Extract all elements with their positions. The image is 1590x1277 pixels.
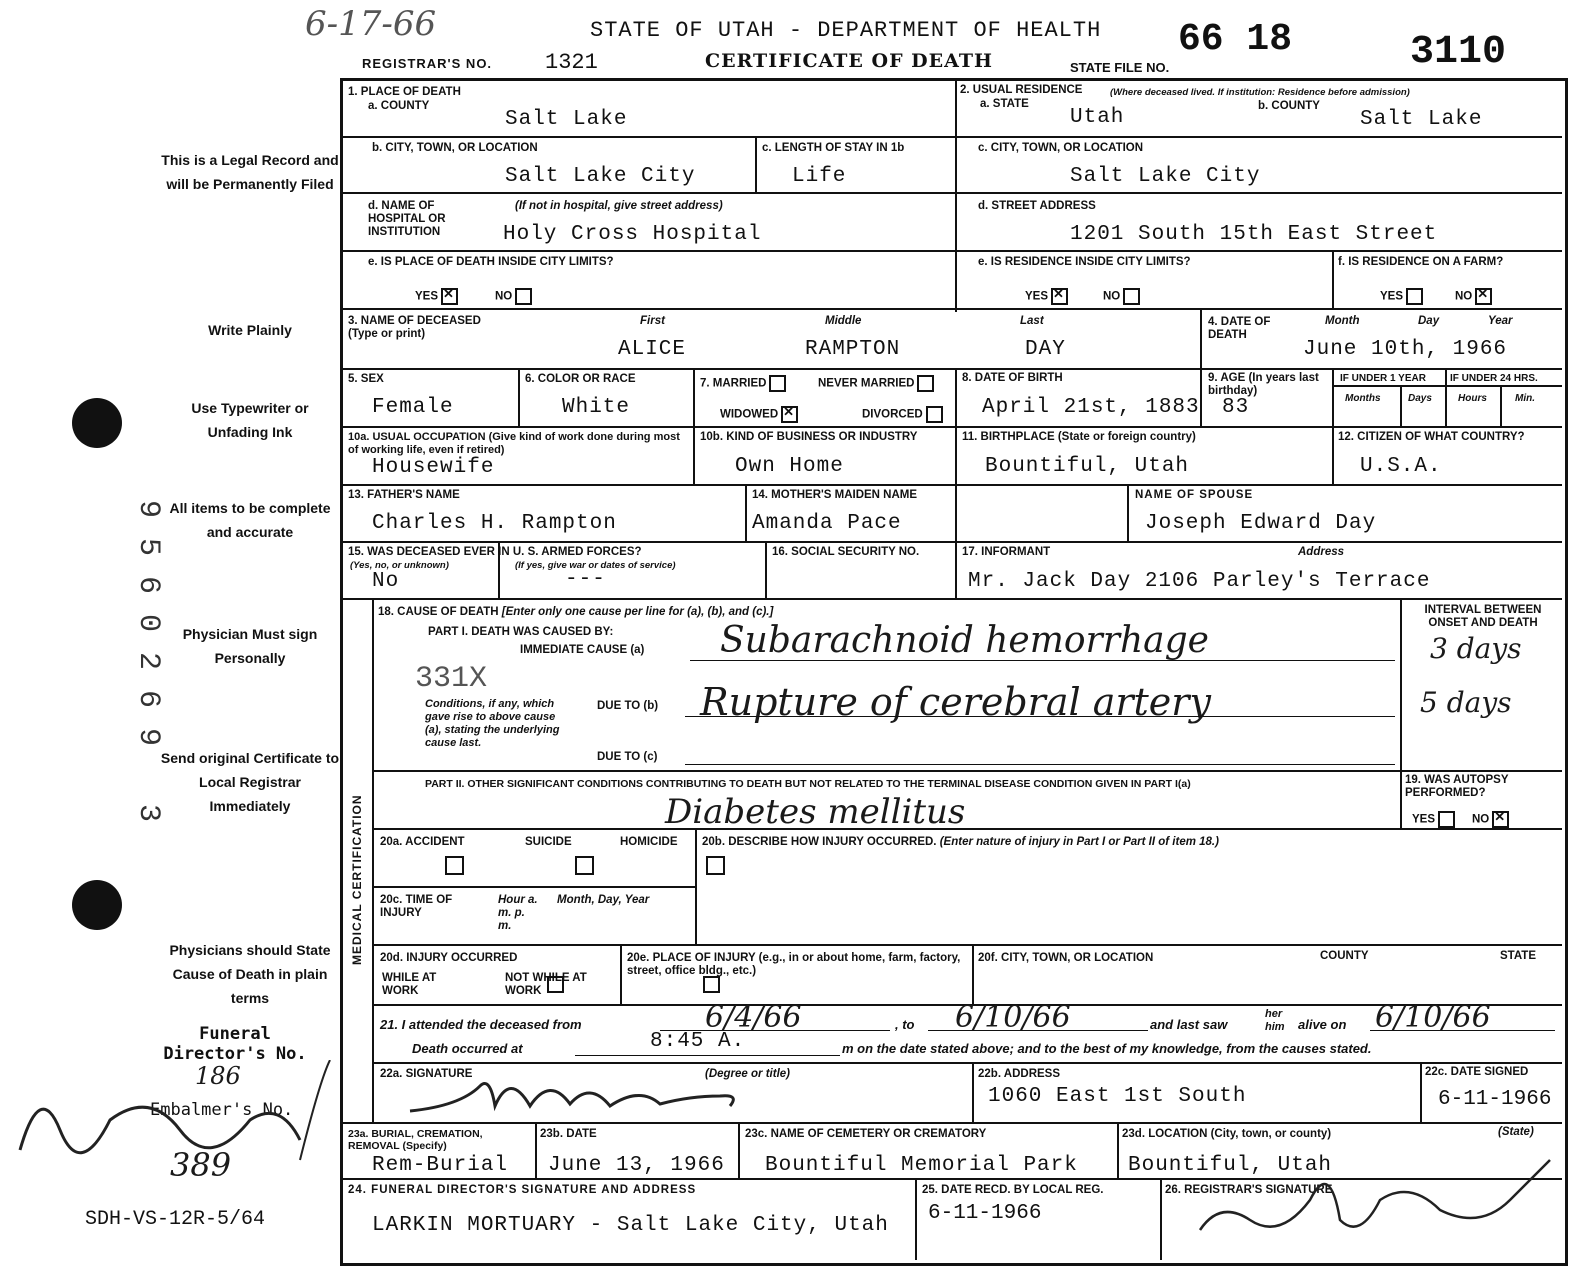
informant-label: 17. INFORMANT bbox=[962, 546, 1051, 558]
farm-label: f. IS RESIDENCE ON A FARM? bbox=[1338, 256, 1504, 268]
residence-state-value: Utah bbox=[1070, 106, 1125, 129]
due-to-b-label: DUE TO (b) bbox=[597, 700, 659, 712]
immediate-cause-value: Subarachnoid hemorrhage bbox=[720, 620, 1209, 661]
checkbox-empty-icon[interactable] bbox=[1438, 811, 1455, 828]
injury-describe-label: 20b. DESCRIBE HOW INJURY OCCURRED. (Enter nature of injury in Part I or Part II of item 18.) bbox=[702, 836, 1219, 848]
month-day-year-label: Month, Day, Year bbox=[557, 894, 650, 906]
accident-label: 20a. ACCIDENT bbox=[380, 836, 465, 848]
due-to-c-label: DUE TO (c) bbox=[597, 751, 658, 763]
physician-address-label: 22b. ADDRESS bbox=[978, 1068, 1061, 1080]
death-county-label: a. COUNTY bbox=[368, 100, 430, 112]
burial-date-label: 23b. DATE bbox=[540, 1128, 597, 1140]
year-label: Year bbox=[1488, 315, 1513, 327]
vertical-serial-number: 9560269 3 bbox=[131, 500, 165, 843]
age-value: 83 bbox=[1222, 396, 1250, 419]
death-time-value: 8:45 A. bbox=[650, 1030, 746, 1053]
injury-city-label: 20f. CITY, TOWN, OR LOCATION bbox=[978, 952, 1154, 964]
residence-inside-no[interactable]: NO bbox=[1103, 288, 1140, 305]
marital-never-married[interactable]: NEVER MARRIED bbox=[818, 375, 934, 392]
residence-note: (Where deceased lived. If institution: Residence before admission) bbox=[1110, 87, 1410, 98]
interval-b-value: 5 days bbox=[1420, 686, 1512, 719]
business-label: 10b. KIND OF BUSINESS OR INDUSTRY bbox=[700, 431, 918, 443]
cause-of-death-label: 18. CAUSE OF DEATH [Enter only one cause per line for (a), (b), and (c).] bbox=[378, 606, 774, 618]
her-him-label: her him bbox=[1265, 1008, 1285, 1033]
funeral-director-sig-label: 24. FUNERAL DIRECTOR'S SIGNATURE AND ADDRESS bbox=[348, 1184, 697, 1196]
state-file-label: STATE FILE NO. bbox=[1070, 60, 1170, 75]
state-file-number: 3110 bbox=[1410, 30, 1507, 75]
attended-to-value: 6/10/66 bbox=[955, 1000, 1071, 1035]
residence-inside-yes[interactable]: YES✕ bbox=[1025, 288, 1068, 305]
not-while-at-work-checkbox[interactable] bbox=[703, 976, 720, 993]
marital-divorced[interactable]: DIVORCED bbox=[862, 406, 943, 423]
residence-inside-limits-label: e. IS RESIDENCE INSIDE CITY LIMITS? bbox=[978, 256, 1191, 268]
birthplace-value: Bountiful, Utah bbox=[985, 455, 1190, 478]
physician-address-value: 1060 East 1st South bbox=[988, 1085, 1247, 1108]
embalmer-signature-icon bbox=[0, 1060, 340, 1260]
funeral-director-number: 186 bbox=[195, 1062, 241, 1090]
informant-value: Mr. Jack Day 2106 Parley's Terrace bbox=[968, 570, 1431, 593]
burial-location-value: Bountiful, Utah bbox=[1128, 1154, 1333, 1177]
injury-occurred-label: 20d. INJURY OCCURRED bbox=[380, 952, 518, 964]
hospital-label: d. NAME OF HOSPITAL OR INSTITUTION bbox=[368, 200, 446, 238]
homicide-checkbox[interactable] bbox=[706, 856, 725, 875]
spouse-name-value: Joseph Edward Day bbox=[1145, 512, 1377, 535]
registrar-signature-label: 26. REGISTRAR'S SIGNATURE bbox=[1165, 1184, 1333, 1196]
medical-certification-label: MEDICAL CERTIFICATION bbox=[350, 794, 364, 965]
interval-a-value: 3 days bbox=[1430, 632, 1522, 665]
sidebar-plain-terms: Physicians should State Cause of Death in plain terms bbox=[169, 942, 331, 1006]
first-name-value: ALICE bbox=[618, 338, 687, 361]
cause-code: 331X bbox=[415, 662, 488, 696]
physician-signature-icon bbox=[400, 1066, 760, 1122]
sidebar-physician-sign: Physician Must sign Personally bbox=[182, 626, 318, 666]
business-value: Own Home bbox=[735, 455, 844, 478]
while-at-work-label: WHILE AT WORK bbox=[382, 972, 437, 997]
armed-forces-dates-value: --- bbox=[565, 568, 606, 591]
autopsy-yes[interactable]: YES bbox=[1412, 811, 1455, 828]
injury-county-label: COUNTY bbox=[1320, 950, 1369, 962]
autopsy-no[interactable]: NO✕ bbox=[1472, 811, 1509, 828]
farm-yes[interactable]: YES bbox=[1380, 288, 1423, 305]
last-name-label: Last bbox=[1020, 315, 1044, 327]
alive-on-label: alive on bbox=[1298, 1017, 1347, 1032]
checkbox-empty-icon[interactable] bbox=[515, 288, 532, 305]
checkbox-empty-icon[interactable] bbox=[1123, 288, 1140, 305]
citizen-value: U.S.A. bbox=[1360, 455, 1442, 478]
attended-from-value: 6/4/66 bbox=[705, 1000, 802, 1035]
punch-hole-top bbox=[72, 398, 122, 448]
occupation-value: Housewife bbox=[372, 456, 495, 479]
burial-method-value: Rem-Burial bbox=[372, 1154, 509, 1177]
suicide-label: SUICIDE bbox=[525, 836, 572, 848]
months-label: Months bbox=[1345, 393, 1381, 404]
last-name-value: DAY bbox=[1025, 338, 1066, 361]
death-inside-yes[interactable]: YES✕ bbox=[415, 288, 458, 305]
residence-city-label: c. CITY, TOWN, OR LOCATION bbox=[978, 142, 1144, 154]
citizen-label: 12. CITIZEN OF WHAT COUNTRY? bbox=[1338, 431, 1525, 443]
homicide-label: HOMICIDE bbox=[620, 836, 678, 848]
sidebar-legal-record: This is a Legal Record and will be Permanently Filed bbox=[161, 152, 339, 192]
punch-hole-bottom bbox=[72, 880, 122, 930]
registrar-label: REGISTRAR'S NO. bbox=[362, 56, 493, 71]
part-1-label: PART I. DEATH WAS CAUSED BY: bbox=[428, 626, 614, 638]
armed-forces-note: (Yes, no, or unknown) bbox=[350, 560, 449, 571]
marital-widowed[interactable]: WIDOWED✕ bbox=[720, 406, 798, 423]
residence-city-value: Salt Lake City bbox=[1070, 165, 1261, 188]
residence-county-value: Salt Lake bbox=[1360, 108, 1483, 131]
date-signed-value: 6-11-1966 bbox=[1438, 1088, 1552, 1111]
time-of-injury-label: 20c. TIME OF INJURY bbox=[380, 894, 453, 919]
date-stamp: 6-17-66 bbox=[305, 4, 437, 44]
place-of-death-label: 1. PLACE OF DEATH bbox=[348, 86, 461, 98]
month-label: Month bbox=[1325, 315, 1360, 327]
funeral-director-value: LARKIN MORTUARY - Salt Lake City, Utah bbox=[372, 1214, 889, 1237]
birth-date-value: April 21st, 1883 bbox=[982, 396, 1200, 419]
registrar-signature-icon bbox=[1180, 1140, 1560, 1250]
father-name-label: 13. FATHER'S NAME bbox=[348, 489, 460, 501]
length-of-stay-label: c. LENGTH OF STAY IN 1b bbox=[762, 142, 905, 154]
immediate-cause-label: IMMEDIATE CAUSE (a) bbox=[520, 644, 645, 656]
residence-county-label: b. COUNTY bbox=[1258, 100, 1320, 112]
date-of-death-value: June 10th, 1966 bbox=[1303, 338, 1508, 361]
hospital-value: Holy Cross Hospital bbox=[503, 223, 762, 246]
last-saw-label: and last saw bbox=[1150, 1017, 1228, 1032]
middle-name-label: Middle bbox=[825, 315, 862, 327]
checkbox-checked-icon[interactable] bbox=[781, 406, 798, 423]
days-label: Days bbox=[1408, 393, 1432, 404]
death-city-label: b. CITY, TOWN, OR LOCATION bbox=[372, 142, 538, 154]
mother-name-label: 14. MOTHER'S MAIDEN NAME bbox=[752, 489, 918, 501]
attended-label: 21. I attended the deceased from bbox=[380, 1017, 582, 1032]
under-1-year-label: IF UNDER 1 YEAR bbox=[1340, 373, 1426, 384]
cemetery-value: Bountiful Memorial Park bbox=[765, 1154, 1078, 1177]
burial-date-value: June 13, 1966 bbox=[548, 1154, 725, 1177]
occupation-label: 10a. USUAL OCCUPATION (Give kind of work done during most of working life, even if retired) bbox=[348, 431, 680, 456]
farm-no[interactable]: NO✕ bbox=[1455, 288, 1492, 305]
part-2-label: PART II. OTHER SIGNIFICANT CONDITIONS CONTRIBUTING TO DEATH BUT NOT RELATED TO THE TERMINAL DISEASE CONDITION GIVEN IN PART I(a) bbox=[425, 778, 1191, 790]
interval-label: INTERVAL BETWEEN ONSET AND DEATH bbox=[1424, 604, 1542, 629]
length-of-stay-value: Life bbox=[792, 165, 847, 188]
conditions-note: Conditions, if any, which gave rise to above cause (a), stating the underlying cause last. bbox=[425, 698, 560, 749]
mother-name-value: Amanda Pace bbox=[752, 512, 902, 535]
checkbox-empty-icon[interactable] bbox=[1406, 288, 1423, 305]
checkbox-checked-icon[interactable] bbox=[1492, 811, 1509, 828]
date-received-value: 6-11-1966 bbox=[928, 1202, 1042, 1225]
armed-forces-label: 15. WAS DECEASED EVER IN U. S. ARMED FORCES? bbox=[348, 546, 642, 558]
degree-label: (Degree or title) bbox=[705, 1068, 790, 1080]
hours-label: Hours bbox=[1458, 393, 1487, 404]
street-address-label: d. STREET ADDRESS bbox=[978, 200, 1096, 212]
checkbox-checked-icon[interactable] bbox=[1475, 288, 1492, 305]
birthplace-label: 11. BIRTHPLACE (State or foreign country) bbox=[962, 431, 1196, 443]
certificate-title: CERTIFICATE OF DEATH bbox=[705, 50, 993, 72]
burial-method-label: 23a. BURIAL, CREMATION, REMOVAL (Specify) bbox=[348, 1128, 483, 1152]
place-of-injury-label: 20e. PLACE OF INJURY (e.g., in or about home, farm, factory, street, office bldg., etc.) bbox=[627, 952, 961, 977]
date-received-label: 25. DATE RECD. BY LOCAL REG. bbox=[922, 1184, 1104, 1196]
not-while-at-work-label: NOT WHILE AT WORK bbox=[505, 972, 587, 997]
marital-married[interactable]: 7. MARRIED bbox=[700, 375, 786, 392]
residence-label: 2. USUAL RESIDENCE bbox=[960, 84, 1083, 96]
embalmer-number: 389 bbox=[170, 1146, 232, 1184]
sex-value: Female bbox=[372, 396, 454, 419]
birth-date-label: 8. DATE OF BIRTH bbox=[962, 372, 1063, 384]
spouse-name-label: NAME OF SPOUSE bbox=[1135, 489, 1254, 501]
alive-on-value: 6/10/66 bbox=[1375, 1000, 1491, 1035]
suicide-checkbox[interactable] bbox=[575, 856, 594, 875]
embalmer-label: Embalmer's No. bbox=[150, 1100, 294, 1120]
injury-state-label: STATE bbox=[1500, 950, 1536, 962]
checkbox-checked-icon[interactable] bbox=[1051, 288, 1068, 305]
form-number: SDH-VS-12R-5/64 bbox=[85, 1208, 266, 1231]
burial-location-label: 23d. LOCATION (City, town, or county) bbox=[1122, 1128, 1332, 1140]
day-label: Day bbox=[1418, 315, 1440, 327]
death-inside-no[interactable]: NO bbox=[495, 288, 532, 305]
armed-forces-dates-note: (If yes, give war or dates of service) bbox=[515, 560, 676, 571]
sidebar-write-plainly: Write Plainly bbox=[208, 322, 292, 338]
residence-state-label: a. STATE bbox=[980, 98, 1029, 110]
hospital-note: (If not in hospital, give street address) bbox=[515, 200, 723, 212]
funeral-director-label: Funeral Director's No. bbox=[163, 1024, 307, 1064]
age-label: 9. AGE (In years last birthday) bbox=[1208, 372, 1319, 397]
death-inside-limits-label: e. IS PLACE OF DEATH INSIDE CITY LIMITS? bbox=[368, 256, 614, 268]
date-of-death-label: 4. DATE OF DEATH bbox=[1208, 316, 1271, 341]
sidebar-complete: All items to be complete and accurate bbox=[169, 500, 331, 540]
part-2-value: Diabetes mellitus bbox=[665, 792, 966, 832]
registrar-number: 1321 bbox=[545, 50, 598, 75]
minutes-label: Min. bbox=[1515, 393, 1535, 404]
death-county-value: Salt Lake bbox=[505, 108, 628, 131]
burial-state-label: (State) bbox=[1498, 1126, 1534, 1138]
checkbox-empty-icon[interactable] bbox=[926, 406, 943, 423]
first-name-label: First bbox=[640, 315, 665, 327]
signature-label: 22a. SIGNATURE bbox=[380, 1068, 473, 1080]
agency-title: STATE OF UTAH - DEPARTMENT OF HEALTH bbox=[590, 18, 1102, 43]
under-24-hrs-label: IF UNDER 24 HRS. bbox=[1450, 373, 1538, 384]
stated-above-label: m on the date stated above; and to the best of my knowledge, from the causes stated. bbox=[842, 1041, 1372, 1056]
accident-checkbox[interactable] bbox=[445, 856, 464, 875]
hour-label: Hour a. m. p. m. bbox=[498, 894, 538, 932]
street-address-value: 1201 South 15th East Street bbox=[1070, 223, 1438, 246]
race-value: White bbox=[562, 396, 631, 419]
race-label: 6. COLOR OR RACE bbox=[525, 373, 636, 385]
deceased-name-label: 3. NAME OF DECEASED (Type or print) bbox=[348, 315, 481, 340]
date-signed-label: 22c. DATE SIGNED bbox=[1425, 1066, 1529, 1078]
father-name-value: Charles H. Rampton bbox=[372, 512, 617, 535]
state-file-prefix: 66 18 bbox=[1178, 18, 1293, 61]
armed-forces-value: No bbox=[372, 570, 400, 593]
checkbox-checked-icon[interactable] bbox=[441, 288, 458, 305]
attended-to-label: , to bbox=[895, 1017, 915, 1032]
autopsy-label: 19. WAS AUTOPSY PERFORMED? bbox=[1405, 774, 1509, 799]
middle-name-value: RAMPTON bbox=[805, 338, 901, 361]
cemetery-label: 23c. NAME OF CEMETERY OR CREMATORY bbox=[745, 1128, 987, 1140]
sidebar-send-original: Send original Certificate to Local Registrar Immediately bbox=[160, 750, 340, 814]
social-security-label: 16. SOCIAL SECURITY NO. bbox=[772, 546, 920, 558]
due-to-b-value: Rupture of cerebral artery bbox=[700, 680, 1211, 724]
checkbox-empty-icon[interactable] bbox=[917, 375, 934, 392]
informant-address-label: Address bbox=[1298, 546, 1345, 558]
death-city-value: Salt Lake City bbox=[505, 165, 696, 188]
checkbox-empty-icon[interactable] bbox=[769, 375, 786, 392]
sex-label: 5. SEX bbox=[348, 373, 384, 385]
sidebar-typewriter: Use Typewriter or Unfading Ink bbox=[191, 400, 309, 440]
death-occurred-label: Death occurred at bbox=[412, 1041, 523, 1056]
